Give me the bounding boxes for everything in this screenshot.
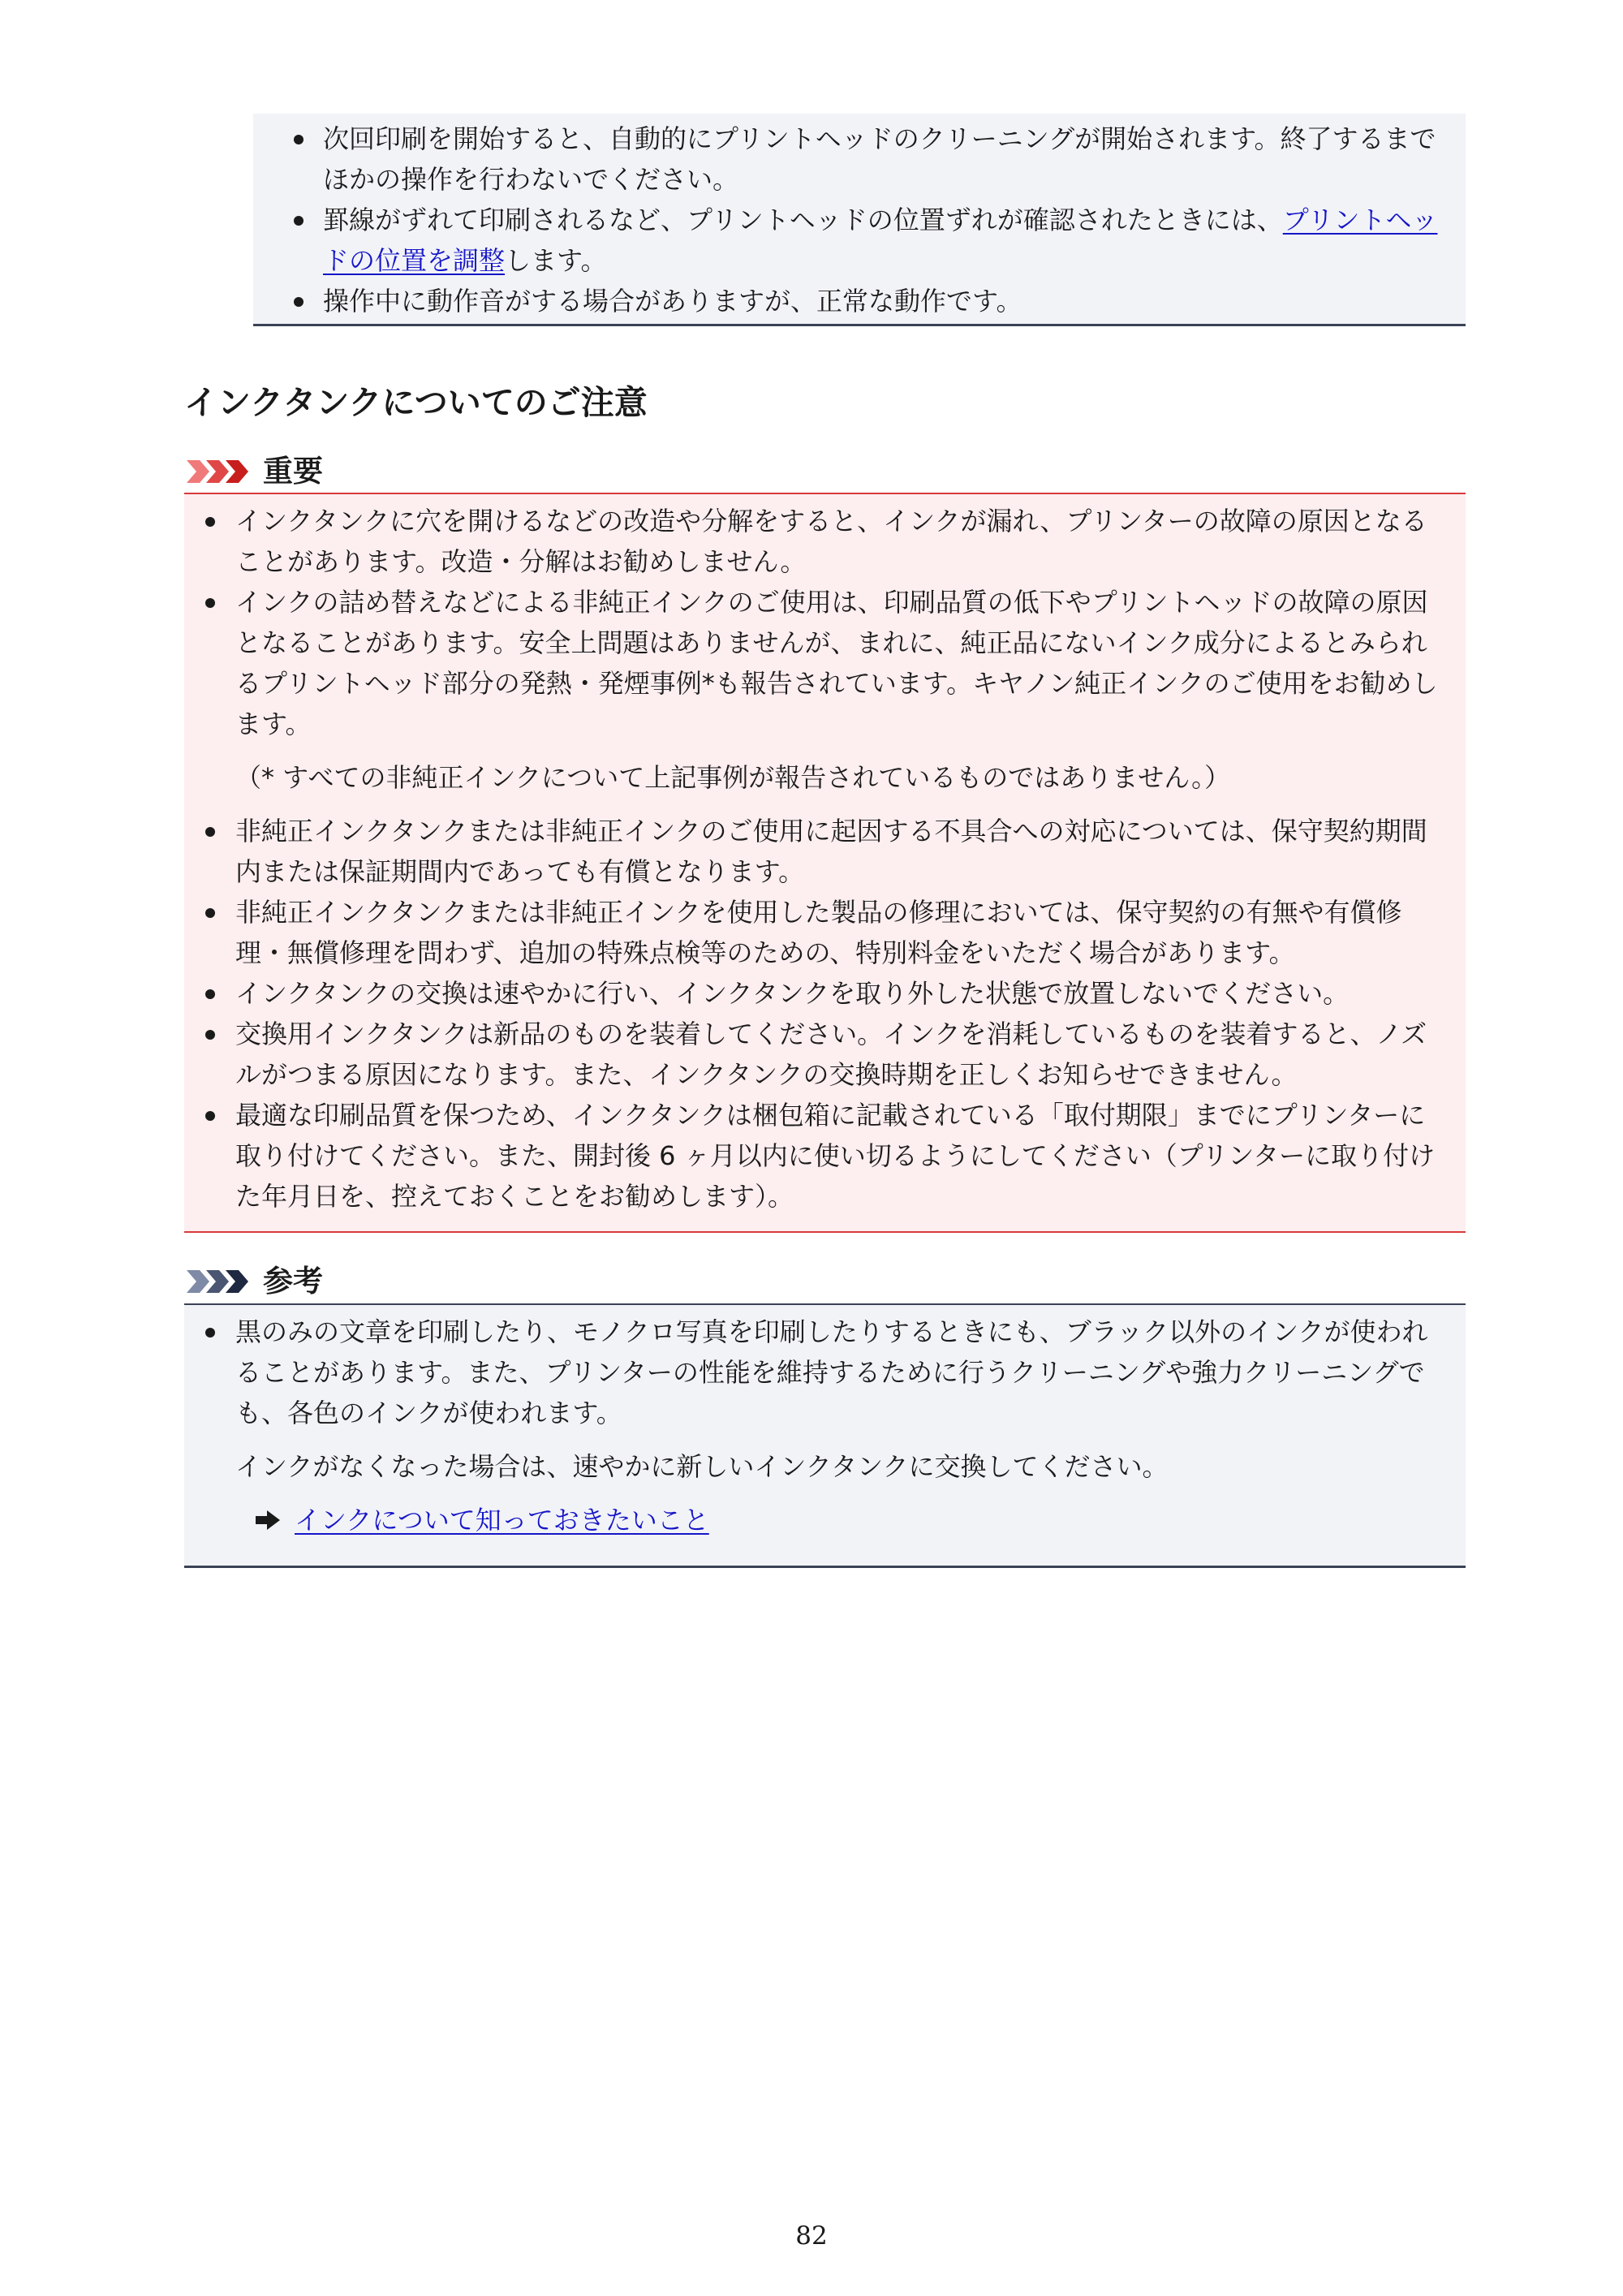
important-list-b [184, 811, 1466, 1217]
list-item: 黒のみの文章を印刷したり、モノクロ写真を印刷したりするときにも、ブラック以外のインクが使われることがあります。また、プリンターの性能を維持するために行うクリーニングや強力クリーニングでも、各色のインクが使われます。 [184, 1312, 1466, 1433]
important-box [184, 493, 1466, 1233]
list-item: 交換用インクタンクは新品のものを装着してください。インクを消耗しているものを装着すると、ノズルがつまる原因になります。また、インクタンクの交換時期を正しくお知らせできません。 [184, 1014, 1466, 1095]
section-title: インクタンクについてのご注意 [184, 383, 648, 422]
list-item: 次回印刷を開始すると、自動的にプリントヘッドのクリーニングが開始されます。終了するまでほかの操作を行わないでください。 [253, 118, 1466, 200]
note-label: 参考 [263, 1264, 323, 1299]
ink-info-link-row [256, 1500, 1466, 1540]
note-header [187, 1261, 323, 1302]
list-item: インクタンクに穴を開けるなどの改造や分解をすると、インクが漏れ、プリンターの故障の原因となることがあります。改造・分解はお勧めしません。 [184, 501, 1466, 582]
continued-notes-list [253, 118, 1466, 321]
continued-notes-box [253, 114, 1466, 326]
triple-chevron-navy-icon [187, 1270, 252, 1293]
note-box [184, 1303, 1466, 1568]
page-number: 82 [795, 2221, 828, 2251]
note-paragraph: インクがなくなった場合は、速やかに新しいインクタンクに交換してください。 [235, 1451, 1169, 1482]
ink-info-link[interactable]: インクについて知っておきたいこと [295, 1505, 709, 1536]
list-item [253, 200, 1466, 281]
print-head-alignment-link[interactable]: プリントヘッドの位置を調整 [323, 205, 1438, 276]
right-arrow-icon [256, 1510, 280, 1530]
important-list-a [184, 501, 1466, 744]
list-item: 非純正インクタンクまたは非純正インクを使用した製品の修理においては、保守契約の有無や有償修理・無償修理を問わず、追加の特殊点検等のための、特別料金をいただく場合があります。 [184, 892, 1466, 973]
list-item: インクの詰め替えなどによる非純正インクのご使用は、印刷品質の低下やプリントヘッドの故障の原因となることがあります。安全上問題はありませんが、まれに、純正品にないインク成分によるとみられるプリントヘッド部分の発熱・発煙事例*も報告されています。キヤノン純正インクのご使用をお勧めします。 [184, 582, 1466, 744]
list-item: 操作中に動作音がする場合がありますが、正常な動作です。 [253, 281, 1466, 321]
list-item: 非純正インクタンクまたは非純正インクのご使用に起因する不具合への対応については、保守契約期間内または保証期間内であっても有償となります。 [184, 811, 1466, 892]
list-item: インクタンクの交換は速やかに行い、インクタンクを取り外した状態で放置しないでください。 [184, 973, 1466, 1014]
list-item: 最適な印刷品質を保つため、インクタンクは梱包箱に記載されている「取付期限」までにプリンターに取り付けてください。また、開封後 6 ヶ月以内に使い切るようにしてください（プリンターに取り付けた年月日を、控えておくことをお勧めします）。 [184, 1095, 1466, 1217]
important-label: 重要 [263, 454, 323, 489]
important-header [187, 451, 323, 492]
list-item-text: します。 [505, 245, 607, 276]
list-item-text: 罫線がずれて印刷されるなど、プリントヘッドの位置ずれが確認されたときには、 [323, 205, 1283, 235]
triple-chevron-red-icon [187, 460, 252, 483]
footnote: （* すべての非純正インクについて上記事例が報告されているものではありません。） [235, 762, 1231, 793]
note-list [184, 1312, 1466, 1433]
